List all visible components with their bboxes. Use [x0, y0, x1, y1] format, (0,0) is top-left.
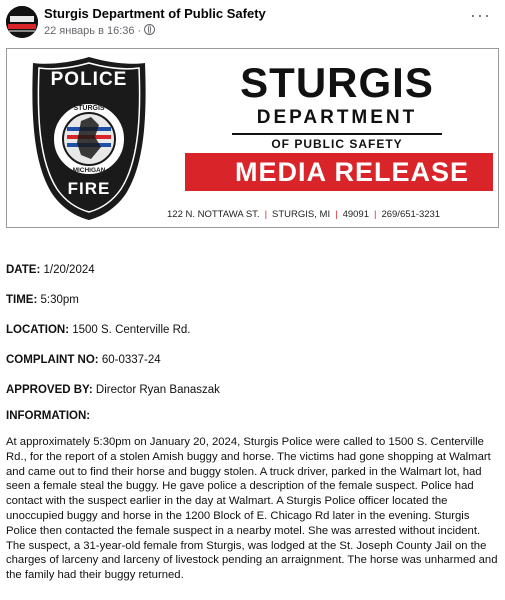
complaint-label: COMPLAINT NO: — [6, 354, 99, 366]
information-heading: INFORMATION: — [6, 410, 91, 422]
date-field — [6, 262, 501, 292]
timestamp-text: 22 январь в 16:36 · — [44, 25, 142, 37]
more-options-button[interactable]: ··· — [470, 5, 491, 25]
complaint-field — [6, 352, 501, 382]
page-name-link[interactable]: Sturgis Department of Public Safety — [44, 6, 266, 21]
location-label: LOCATION: — [6, 324, 70, 336]
approved-value: Director Ryan Banaszak — [95, 384, 220, 396]
red-banner — [135, 153, 493, 191]
post-timestamp[interactable] — [44, 24, 155, 37]
media-release-banner-text: MEDIA RELEASE — [234, 157, 470, 187]
location-field — [6, 322, 501, 352]
post-header — [0, 0, 505, 44]
location-value: 1500 S. Centerville Rd. — [72, 324, 191, 336]
globe-icon — [144, 24, 155, 35]
complaint-value: 60-0337-24 — [101, 354, 161, 366]
approved-label: APPROVED BY: — [6, 384, 93, 396]
title-divider — [232, 133, 442, 135]
time-label: TIME: — [6, 294, 38, 306]
letterhead-image[interactable] — [6, 48, 499, 228]
address-separator: | — [264, 209, 268, 220]
sturgis-title: STURGIS — [240, 59, 434, 106]
public-safety-subtitle: OF PUBLIC SAFETY — [271, 137, 403, 151]
badge-ring-bottom-text: MICHIGAN — [72, 167, 106, 174]
address-zip: 49091 — [342, 209, 369, 220]
badge-ring-top-text: STURGIS — [73, 105, 105, 112]
badge-police-text: POLICE — [50, 69, 128, 90]
address-separator: | — [335, 209, 338, 220]
information-text: At approximately 5:30pm on January 20, 2024, Sturgis Police were called to 1500 S. Centerville Rd., for the report of a stolen Amish buggy and horse. The victims had gone shopping at Walmart and came out to find their horse and buggy stolen. A truck driver, parked in the Walmart lot, had seen a female steal the buggy. He gave police a description of the female suspect. Police had contact with the suspect earlier in the day at Walmart. A Sturgis Police officer located the unoccupied buggy and horse in the 1200 Block of E. Chicago Rd later in the evening. Sturgis Police then contacted the female suspect in a nearby motel. She was arrested without incident. The suspect, a 31-year-old female from Sturgis, was lodged at the St. Joseph County Jail on the charges of larceny and larceny of livestock pending an arraignment. The horse was unharmed and the family had their buggy returned. — [6, 436, 498, 582]
badge-fire-text: FIRE — [67, 179, 111, 198]
release-body — [6, 262, 501, 583]
page-avatar[interactable] — [6, 6, 38, 38]
time-value: 5:30pm — [40, 294, 79, 306]
address-separator: | — [373, 209, 377, 220]
date-value: 1/20/2024 — [43, 264, 95, 276]
address-city: STURGIS, MI — [272, 209, 331, 220]
department-subtitle: DEPARTMENT — [256, 107, 418, 128]
time-field — [6, 292, 501, 322]
avatar-logo-icon — [6, 6, 38, 38]
address-line — [167, 209, 487, 220]
address-phone: 269/651-3231 — [381, 209, 441, 220]
approved-field — [6, 382, 501, 412]
address-street: 122 N. NOTTAWA ST. — [167, 209, 260, 220]
date-label: DATE: — [6, 264, 41, 276]
